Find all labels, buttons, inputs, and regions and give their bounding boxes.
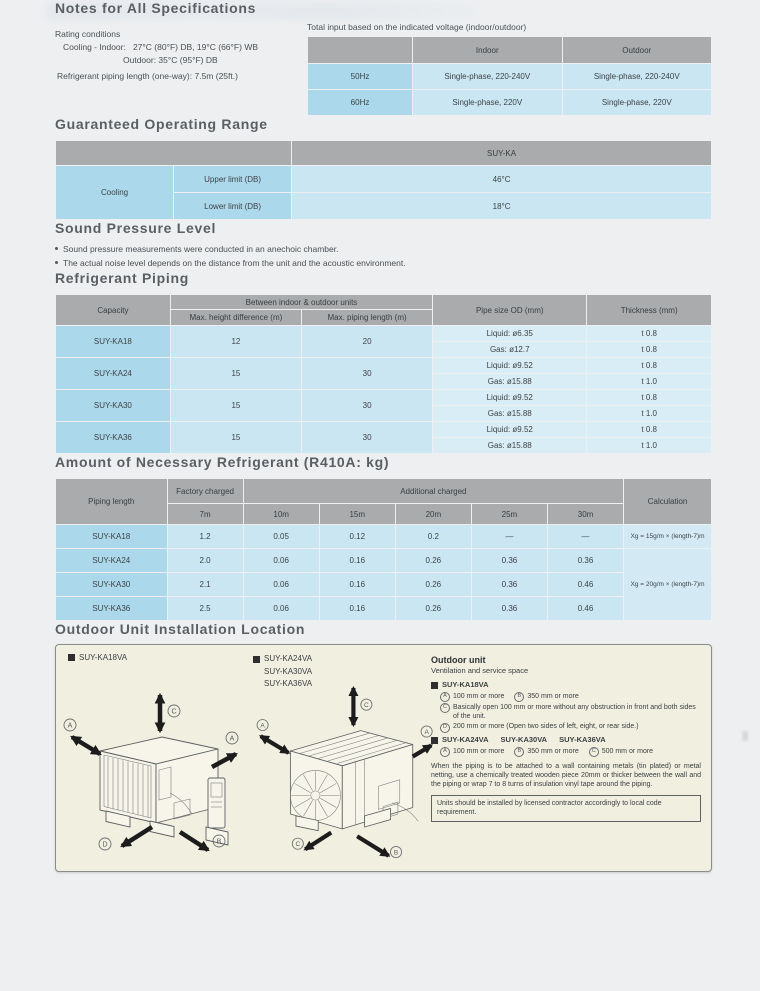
column-header: Calculation	[624, 479, 712, 525]
circled-letter-icon: C	[440, 703, 450, 713]
model-name: SUY-KA30VA	[500, 735, 548, 745]
clearance-line	[440, 747, 701, 757]
voltage-table	[307, 36, 712, 116]
table-cell: t 0.8	[587, 390, 712, 406]
table-cell: 0.36	[471, 573, 547, 597]
table-cell: Gas: ø12.7	[433, 342, 587, 358]
outdoor-unit-diagram-ka24-30-36	[246, 675, 446, 865]
table-row	[308, 64, 712, 90]
diagram-label-ka18	[68, 653, 127, 662]
outdoor-unit-diagram-ka18	[58, 675, 246, 855]
svg-text:D: D	[102, 841, 108, 849]
column-header: Max. height difference (m)	[170, 310, 301, 326]
square-bullet-icon	[253, 656, 260, 663]
table-cell: 2.5	[167, 597, 243, 621]
row-header: SUY-KA30	[56, 573, 168, 597]
rating-piping-line: Refrigerant piping length (one-way): 7.5m (25ft.)	[57, 70, 238, 81]
svg-text:C: C	[171, 708, 177, 716]
square-bullet-icon	[431, 737, 438, 744]
table-row	[56, 358, 712, 374]
table-cell: 30	[301, 422, 432, 454]
column-header: Between indoor & outdoor units	[170, 295, 432, 310]
notes-heading: Notes for All Specifications	[55, 0, 257, 16]
rating-cooling-value: 27°C (80°F) DB, 19°C (66°F) WB	[132, 42, 259, 53]
row-header: SUY-KA18	[56, 326, 171, 358]
clearance-text: 100 mm or more	[453, 747, 505, 755]
table-cell: 0.06	[243, 573, 319, 597]
table-row	[56, 479, 712, 504]
clearance-pair	[514, 747, 578, 757]
circled-letter-icon: B	[514, 747, 524, 757]
table-cell: 0.2	[395, 525, 471, 549]
clearance-text: 350 mm or more	[527, 692, 579, 700]
table-row	[308, 90, 712, 116]
svg-text:A: A	[260, 722, 265, 730]
svg-text:B: B	[393, 849, 399, 857]
table-cell: 1.2	[167, 525, 243, 549]
table-cell: 0.26	[395, 549, 471, 573]
square-bullet-icon	[68, 654, 75, 661]
note-text: Sound pressure measurements were conducted in an anechoic chamber.	[63, 244, 339, 254]
row-header: SUY-KA36	[56, 422, 171, 454]
column-header: Capacity	[56, 295, 171, 326]
rating-conditions-title: Rating conditions	[55, 29, 121, 39]
clearance-items-group	[431, 747, 701, 757]
row-header: SUY-KA18	[56, 525, 168, 549]
table-cell: Gas: ø15.88	[433, 374, 587, 390]
table-row	[56, 525, 712, 549]
empty-header-cell	[56, 141, 292, 166]
column-header: Max. piping length (m)	[301, 310, 432, 326]
row-header: SUY-KA30	[56, 390, 171, 422]
clearance-text: Basically open 100 mm or more without any obstruction in front and both sides of the unit.	[453, 703, 696, 721]
model-name: SUY-KA24VA	[264, 654, 313, 664]
clearance-pair	[440, 692, 504, 702]
column-header: Thickness (mm)	[587, 295, 712, 326]
refrigerant-piping-heading: Refrigerant Piping	[55, 270, 189, 287]
column-header: 10m	[243, 504, 319, 525]
clearance-letter-a	[64, 719, 76, 731]
row-header: Cooling	[56, 166, 174, 220]
operating-range-table	[55, 140, 712, 220]
table-cell: Single-phase, 220V	[562, 90, 712, 116]
column-header: SUY-KA	[292, 141, 712, 166]
table-cell: t 0.8	[587, 422, 712, 438]
table-cell: t 0.8	[587, 342, 712, 358]
table-cell: Single-phase, 220-240V	[562, 64, 712, 90]
operating-range-heading: Guaranteed Operating Range	[55, 116, 268, 132]
info-title: Outdoor unit	[431, 655, 486, 666]
piping-wall-note: When the piping is to be attached to a wall containing metals (tin plated) or metal netting, use a chemically treated wooden piece 20mm or thicker between the wall and the piping or wrap 7 to 8 turns of insulation vinyl tape around the piping.	[431, 762, 701, 789]
svg-text:B: B	[216, 838, 222, 846]
installation-info	[431, 654, 701, 822]
table-cell: Gas: ø15.88	[433, 406, 587, 422]
table-cell: Liquid: ø9.52	[433, 390, 587, 406]
table-cell: 0.16	[319, 597, 395, 621]
clearance-letter-a	[226, 732, 238, 744]
table-cell: 0.36	[471, 549, 547, 573]
table-cell: 0.12	[319, 525, 395, 549]
circled-letter-icon: A	[440, 747, 450, 757]
column-header: 7m	[167, 504, 243, 525]
model-name: SUY-KA30VA	[264, 666, 313, 676]
table-row	[56, 141, 712, 166]
table-cell: Liquid: ø6.35	[433, 326, 587, 342]
clearance-items-ka18	[431, 692, 701, 733]
notes-section	[55, 22, 712, 116]
list-item	[55, 243, 712, 257]
row-header: SUY-KA24	[56, 549, 168, 573]
table-cell: 15	[170, 390, 301, 422]
svg-text:A: A	[67, 722, 73, 730]
info-model-header-group	[431, 735, 701, 745]
rating-cooling-line	[55, 41, 307, 54]
table-cell: 0.06	[243, 597, 319, 621]
table-cell: Liquid: ø9.52	[433, 358, 587, 374]
table-cell: 15	[170, 422, 301, 454]
info-model-header-ka18	[431, 680, 701, 690]
model-name: SUY-KA18VA	[79, 653, 128, 663]
table-cell: t 0.8	[587, 326, 712, 342]
table-cell: 0.36	[547, 549, 623, 573]
refrigerant-amount-heading: Amount of Necessary Refrigerant (R410A: kg)	[55, 454, 390, 471]
column-header: Additional charged	[243, 479, 623, 504]
table-cell: 0.46	[547, 597, 623, 621]
svg-text:A: A	[424, 729, 429, 737]
table-cell: 0.26	[395, 573, 471, 597]
table-cell: t 1.0	[587, 438, 712, 454]
circled-letter-icon: D	[440, 723, 450, 733]
row-header: 60Hz	[308, 90, 413, 116]
row-header: SUY-KA36	[56, 597, 168, 621]
clearance-text: 350 mm or more	[527, 747, 579, 755]
bullet-icon	[55, 261, 58, 264]
table-cell: 18°C	[292, 193, 712, 220]
table-cell: 0.05	[243, 525, 319, 549]
svg-text:A: A	[229, 735, 235, 743]
table-cell: 0.16	[319, 549, 395, 573]
table-cell: —	[471, 525, 547, 549]
clearance-line	[440, 692, 701, 702]
svg-text:C: C	[295, 841, 301, 849]
table-cell: 0.06	[243, 549, 319, 573]
note-text: The actual noise level depends on the distance from the unit and the acoustic environment.	[63, 257, 406, 268]
column-header: 30m	[547, 504, 623, 525]
list-item	[55, 257, 712, 271]
table-cell: 20	[301, 326, 432, 358]
voltage-table-caption: Total input based on the indicated voltage (indoor/outdoor)	[307, 22, 527, 32]
row-header: 50Hz	[308, 64, 413, 90]
table-cell: 0.26	[395, 597, 471, 621]
installation-panel	[55, 644, 712, 872]
licensed-contractor-note: Units should be installed by licensed contractor accordingly to local code requirement.	[431, 795, 701, 822]
column-header: Piping length	[56, 479, 168, 525]
page-edge-artifact	[742, 731, 748, 741]
row-header: Lower limit (DB)	[174, 193, 292, 220]
table-cell: Single-phase, 220-240V	[413, 64, 562, 90]
clearance-text: 500 mm or more	[601, 747, 654, 755]
circled-letter-icon: B	[514, 692, 524, 702]
clearance-letter-c	[292, 838, 303, 849]
table-row	[56, 166, 712, 193]
model-name: SUY-KA36VA	[559, 735, 606, 745]
refrigerant-amount-table	[55, 478, 712, 621]
table-row	[308, 37, 712, 64]
sound-pressure-heading: Sound Pressure Level	[55, 220, 217, 236]
model-name: SUY-KA24VA	[442, 735, 489, 745]
clearance-pair	[514, 692, 578, 702]
calculation-cell: Xg = 20g/m × (length-7)m	[624, 549, 712, 621]
rating-cooling-label: Cooling - Indoor:	[63, 42, 126, 53]
sound-pressure-notes	[55, 243, 712, 270]
svg-text:C: C	[364, 702, 369, 710]
table-row	[56, 295, 712, 310]
table-cell: Gas: ø15.88	[433, 438, 587, 454]
clearance-text: 200 mm or more (Open two sides of left, eight, or rear side.)	[453, 723, 639, 731]
table-cell: 0.16	[319, 573, 395, 597]
clearance-letter-b	[390, 847, 401, 858]
model-name: SUY-KA36VA	[264, 678, 313, 688]
table-cell: 12	[170, 326, 301, 358]
table-cell: 15	[170, 358, 301, 390]
circled-letter-icon: A	[440, 692, 450, 702]
clearance-letter-a	[257, 720, 268, 731]
table-cell: Liquid: ø9.52	[433, 422, 587, 438]
clearance-letter-c	[168, 705, 180, 717]
table-cell: 0.46	[547, 573, 623, 597]
info-subtitle: Ventilation and service space	[431, 666, 529, 676]
table-cell: 2.1	[167, 573, 243, 597]
table-cell: 30	[301, 390, 432, 422]
column-header: Pipe size OD (mm)	[433, 295, 587, 326]
table-cell: 46°C	[292, 166, 712, 193]
column-header: 25m	[471, 504, 547, 525]
table-cell: 2.0	[167, 549, 243, 573]
clearance-letter-d	[99, 838, 111, 850]
clearance-line	[440, 703, 701, 722]
table-cell: Single-phase, 220V	[413, 90, 562, 116]
model-name: SUY-KA18VA	[442, 680, 489, 690]
rating-conditions	[55, 22, 307, 116]
table-row	[56, 422, 712, 438]
table-cell: —	[547, 525, 623, 549]
clearance-pair	[440, 747, 504, 757]
outdoor-unit-body	[100, 737, 218, 837]
table-cell: t 0.8	[587, 358, 712, 374]
circled-letter-icon: C	[589, 747, 599, 757]
rating-outdoor-line: Outdoor: 35°C (95°F) DB	[123, 55, 218, 66]
row-header: SUY-KA24	[56, 358, 171, 390]
row-header: Upper limit (DB)	[174, 166, 292, 193]
empty-header-cell	[308, 37, 413, 64]
model-name	[253, 653, 312, 665]
column-header: Factory charged	[167, 479, 243, 504]
clearance-line	[440, 722, 701, 732]
installation-heading: Outdoor Unit Installation Location	[55, 621, 306, 638]
clearance-pair	[589, 747, 653, 757]
column-header: Indoor	[413, 37, 562, 64]
outdoor-unit-body	[290, 731, 418, 831]
column-header: 15m	[319, 504, 395, 525]
table-row	[56, 390, 712, 406]
table-row	[56, 549, 712, 573]
table-cell: t 1.0	[587, 406, 712, 422]
calculation-cell: Xg = 15g/m × (length-7)m	[624, 525, 712, 549]
clearance-text: 100 mm or more	[453, 692, 505, 700]
table-cell: t 1.0	[587, 374, 712, 390]
table-row	[56, 597, 712, 621]
square-bullet-icon	[431, 682, 438, 689]
table-row	[56, 326, 712, 342]
refrigerant-piping-table	[55, 294, 712, 454]
column-header: Outdoor	[562, 37, 712, 64]
column-header: 20m	[395, 504, 471, 525]
table-cell: 0.36	[471, 597, 547, 621]
bullet-icon	[55, 247, 58, 250]
table-row	[56, 573, 712, 597]
clearance-letter-c	[361, 699, 372, 710]
table-cell: 30	[301, 358, 432, 390]
